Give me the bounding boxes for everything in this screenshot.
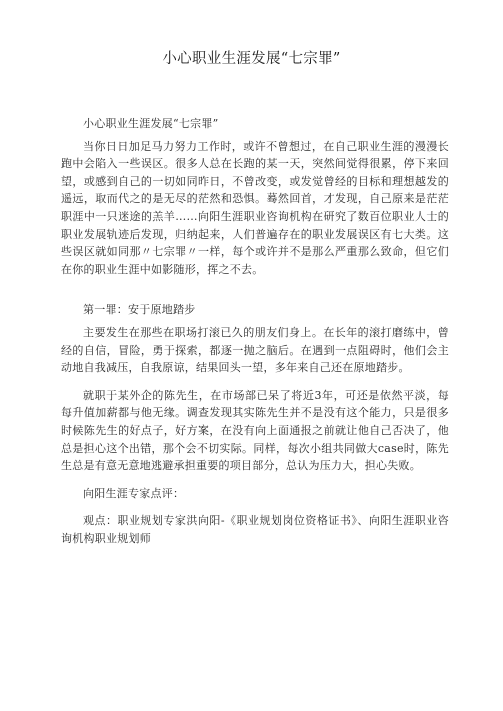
section-paragraph: 观点：职业规划专家洪向阳-《职业规划岗位资格证书》、向阳生涯职业咨询机构职业规划师 [61,514,449,545]
document-title: 小心职业生涯发展“七宗罪” [162,51,341,67]
document-body [61,115,449,547]
intro-paragraph: 当你日日加足马力努力工作时，或许不曾想过，在自己职业生涯的漫漫长跑中会陷入一些误区。很多人总在长跑的某一天，突然间觉得很累，停下来回望，或感到自己的一切如同昨日，不曾改变，或发觉曾经的目标和理想越发的遥远，取而代之的是无尽的茫然和恐惧。蓦然回首，才发现，自己原来是茫茫职涯中一只迷途的羔羊……向阳生涯职业咨询机构在研究了数百位职业人士的职业发展轨迹后发现，归纳起来，人们普遍存在的职业发展误区有七大类。这些误区就如同那〃七宗罪〃一样，每个或许并不是那么严重那么致命，但它们在你的职业生涯中如影随形，挥之不去。 [61,139,449,276]
section-heading: 第一罪：安于原地踏步 [83,303,196,317]
document-subtitle: 小心职业生涯发展“七宗罪” [83,117,219,130]
expert-comment-label: 向阳生涯专家点评： [83,486,185,500]
section-paragraph: 主要发生在那些在职场打滚已久的朋友们身上。在长年的滚打磨练中，曾经的自信，冒险，勇于探索，都逐一抛之脑后。在遇到一点阻碍时，他们会主动地自我减压，自我原谅，结果回头一望，多年来自己还在原地踏步。 [61,325,449,375]
section-paragraph: 就职于某外企的陈先生，在市场部已呆了将近3年，可还是依然平淡，每每升值加薪都与他无缘。调查发现其实陈先生并不是没有这个能力，只是很多时候陈先生的好点子，好方案，在没有向上面通报之前就让他自己否决了，他总是担心这个出错，那个会不切实际。同样，每次小组共同做大case时，陈先生总是有意无意地逃避承担重要的项目部分，总认为压力大，担心失败。 [61,388,449,473]
